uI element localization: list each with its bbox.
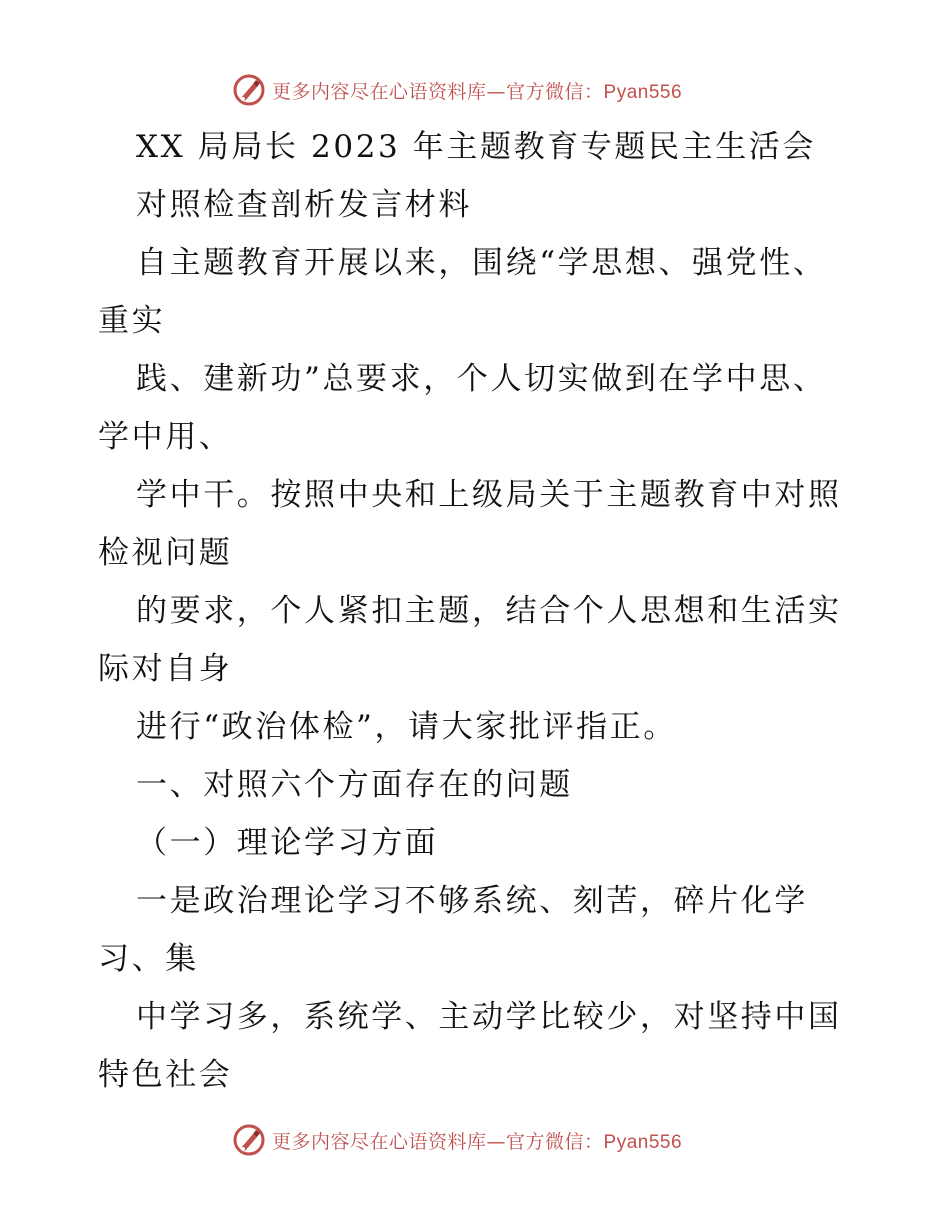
text-line: 践、建新功”总要求，个人切实做到在学中思、: [136, 361, 827, 397]
text-line: 一、对照六个方面存在的问题: [136, 767, 573, 803]
pen-logo-icon: [232, 73, 266, 107]
watermark-wechat-id: Pyan556: [603, 1131, 683, 1153]
text-line: XX 局局长 2023 年主题教育专题民主生活会: [136, 129, 816, 165]
text-line: 中学习多，系统学、主动学比较少，对坚持中国: [136, 999, 842, 1035]
text-line: 重实: [98, 303, 166, 339]
header-watermark: [232, 70, 752, 110]
text-line: 学中用、: [98, 419, 233, 455]
text-line: 一是政治理论学习不够系统、刻苦，碎片化学: [136, 883, 808, 919]
watermark-wechat-id: Pyan556: [603, 81, 683, 103]
watermark-text: [272, 1127, 682, 1154]
text-line: 际对自身: [98, 651, 233, 687]
text-line: 的要求，个人紧扣主题，结合个人思想和生活实: [136, 593, 842, 629]
watermark-label: 更多内容尽在心语资料库—官方微信：: [272, 1130, 604, 1153]
pen-logo-icon: [232, 1123, 266, 1157]
watermark-label: 更多内容尽在心语资料库—官方微信：: [272, 80, 604, 103]
text-line: 对照检查剖析发言材料: [136, 187, 472, 223]
text-line: 特色社会: [98, 1057, 233, 1093]
text-line: 自主题教育开展以来，围绕“学思想、强党性、: [136, 245, 827, 281]
text-line: （一）理论学习方面: [136, 825, 439, 861]
text-line: 学中干。按照中央和上级局关于主题教育中对照: [136, 477, 842, 513]
text-line: 进行“政治体检”，请大家批评指正。: [136, 709, 677, 745]
footer-watermark: [232, 1120, 752, 1160]
document-body: [98, 118, 858, 1104]
text-line: 习、集: [98, 941, 199, 977]
watermark-text: [272, 77, 682, 104]
text-line: 检视问题: [98, 535, 233, 571]
